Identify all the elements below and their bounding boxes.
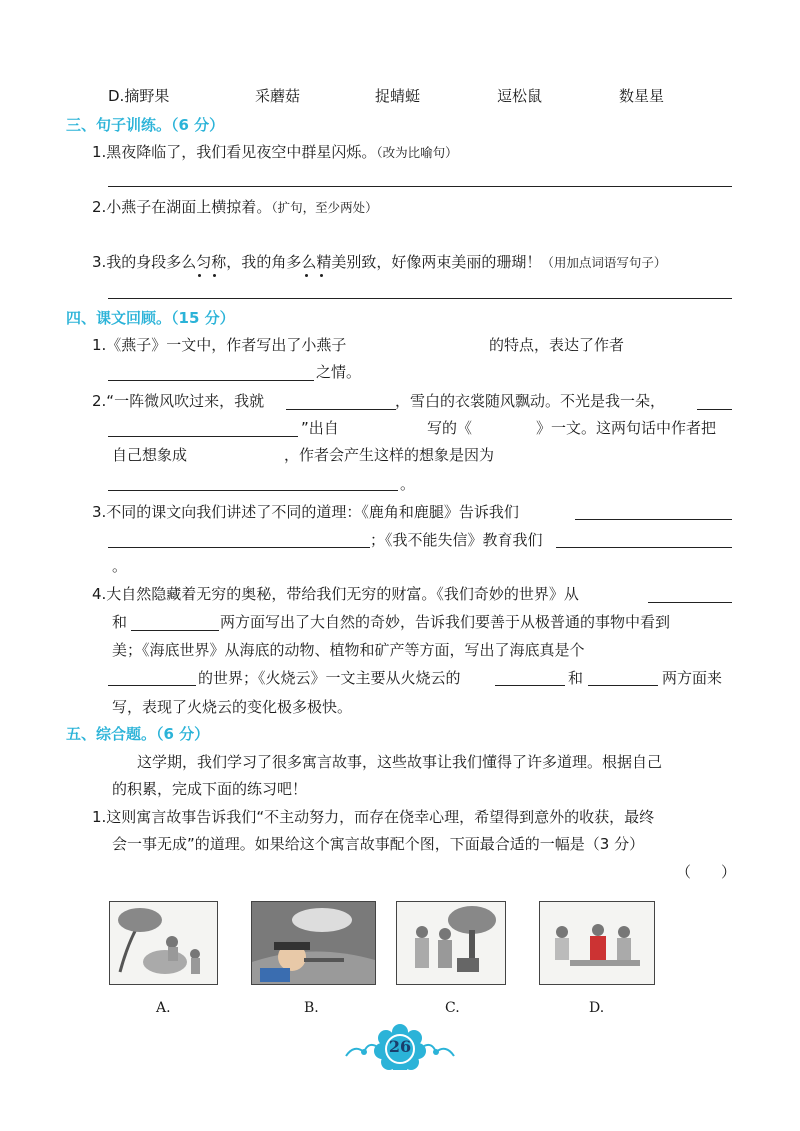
s4-q4-text-g: 两方面来 [662,669,723,687]
s4-q4-text-a: 4.大自然隐藏着无穷的奥秘，带给我们无穷的财富。《我们奇妙的世界》从 [92,585,579,603]
s4-q4-text-h: 写，表现了火烧云的变化极多极快。 [112,698,353,716]
s4-q4-blank-2[interactable] [131,630,219,631]
option-d-picture[interactable] [539,901,655,985]
s4-q2-blank-1[interactable] [286,409,396,410]
s4-q4-text-e: 的世界；《火烧云》一文主要从火烧云的 [198,669,461,687]
word-option: 采蘑菇 [255,87,301,105]
option-d-label: D.摘野果 [108,87,170,105]
s4-q4-text-d: 美；《海底世界》从海底的动物、植物和矿产等方面，写出了海底真是个 [112,641,585,659]
s5-intro-line-2: 的积累，完成下面的练习吧！ [112,780,308,798]
answer-parentheses[interactable]: （ ） [676,863,737,881]
section-5-title: 五、综合题。（6 分） [66,725,210,743]
option-a-caption: A. [156,1000,171,1016]
section-3-title: 三、句子训练。（6 分） [66,116,225,134]
musicians-illustration [540,902,654,984]
word-option: 数星星 [619,87,665,105]
s4-q4-text-f: 和 [568,669,584,687]
option-c-picture[interactable] [396,901,506,985]
s3-question-2: 2.小燕子在湖面上横掠着。（扩句，至少两处） [92,198,378,216]
page-number: 26 [388,1037,412,1056]
s4-q4-blank-5[interactable] [588,685,658,686]
s4-q4-blank-4[interactable] [495,685,565,686]
s4-q2-blank-2[interactable] [697,409,732,410]
s4-q1-text-a: 1.《燕子》一文中，作者写出了小燕子 [92,336,347,354]
s5-intro-line-1: 这学期，我们学习了很多寓言故事，这些故事让我们懂得了许多道理。根据自己 [137,753,663,771]
tree-stump-illustration [397,902,505,984]
option-d-caption: D. [589,1000,605,1016]
s5-q1-line-2: 会一事无成”的道理。如果给这个寓言故事配个图，下面最合适的一幅是（3 分） [112,835,645,853]
s4-q2-text-b: ，雪白的衣裳随风飘动。不光是我一朵， [395,392,666,410]
s4-q3-blank-3[interactable] [556,547,732,548]
s4-q2-text-d: 写的《 [427,419,473,437]
s4-q2-blank-3[interactable] [108,436,298,437]
s4-q2-text-g: ，作者会产生这样的想象是因为 [284,446,495,464]
emphasis-dot [198,274,201,277]
s4-q4-text-c: 两方面写出了大自然的奇妙，告诉我们要善于从极普通的事物中看到 [220,613,671,631]
emphasis-dot [305,274,308,277]
option-a-picture[interactable] [109,901,218,985]
option-b-caption: B. [304,1000,319,1016]
s3-question-1: 1.黑夜降临了，我们看见夜空中群星闪烁。（改为比喻句） [92,143,458,161]
s3-question-3: 3.我的身段多么匀称，我的角多么精美别致，好像两束美丽的珊瑚！（用加点词语写句子） [92,253,667,271]
s4-q2-text-e: 》一文。这两句话中作者把 [536,419,717,437]
option-b-picture[interactable] [251,901,376,985]
word-option: 逗松鼠 [497,87,543,105]
s3-q1-answer-line[interactable] [108,186,732,187]
s4-q2-text-c: ”出自 [301,419,339,437]
s4-q4-blank-3[interactable] [108,685,196,686]
s4-q3-text-c: 。 [112,557,128,575]
s4-q1-text-b: 的特点，表达了作者 [489,336,625,354]
s4-q3-blank-2[interactable] [108,547,370,548]
s4-q2-text-f: 自己想象成 [112,446,188,464]
s5-q1-line-1: 1.这则寓言故事告诉我们“不主动努力，而存在侥幸心理，希望得到意外的收获，最终 [92,808,655,826]
s4-q2-text-a: 2.“一阵微风吹过来，我就 [92,392,265,410]
option-c-caption: C. [445,1000,460,1016]
emphasis-dot [213,274,216,277]
s4-q4-text-b: 和 [112,613,128,631]
word-option: 捉蜻蜓 [375,87,421,105]
s4-q3-text-b: ；《我不能失信》教育我们 [370,531,543,549]
s4-q4-blank-1[interactable] [648,602,732,603]
s4-q1-blank[interactable] [108,380,314,381]
s4-q3-text-a: 3.不同的课文向我们讲述了不同的道理：《鹿角和鹿腿》告诉我们 [92,503,519,521]
emphasis-dot [320,274,323,277]
s4-q2-text-h: 。 [400,475,416,493]
sleeping-farmer-illustration [252,902,375,984]
section-4-title: 四、课文回顾。（15 分） [66,309,235,327]
s4-q1-text-c: 之情。 [316,363,362,381]
tree-and-rider-illustration [110,902,217,984]
s4-q2-blank-4[interactable] [108,490,398,491]
s3-q3-answer-line[interactable] [108,298,732,299]
s4-q3-blank-1[interactable] [575,519,732,520]
